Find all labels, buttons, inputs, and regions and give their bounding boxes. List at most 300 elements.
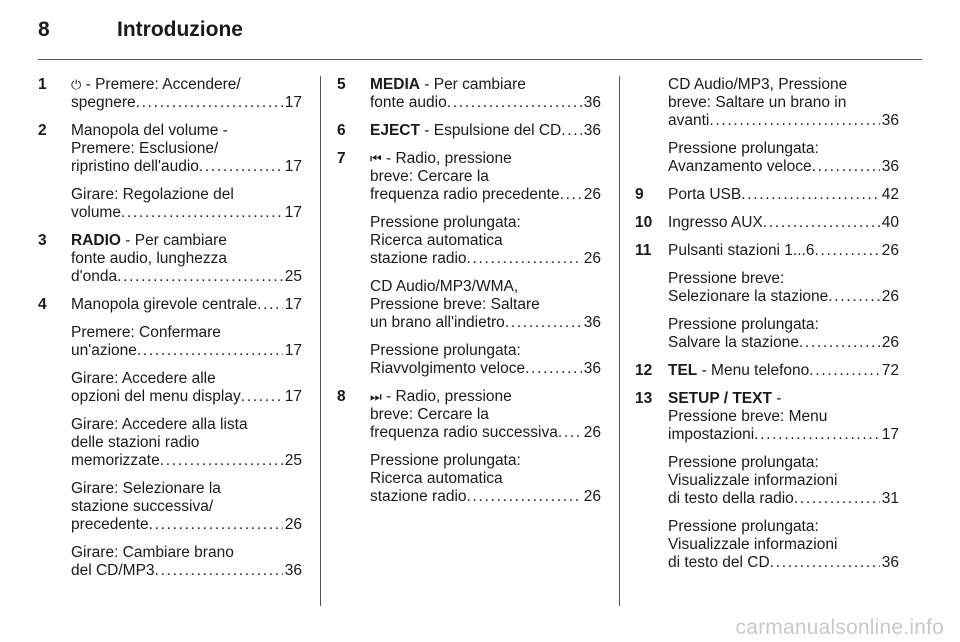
entry-line — [668, 316, 899, 334]
entry-line — [71, 250, 302, 268]
entry-text-content: delle stazioni radio — [71, 434, 200, 451]
entry-text-content: spegnere — [71, 94, 136, 111]
entry-text-content: Girare: Selezionare la — [71, 480, 221, 497]
entry-text-content: Pressione prolungata: — [668, 518, 819, 535]
page-reference: 17 — [881, 426, 899, 443]
page-reference: 36 — [881, 112, 899, 129]
entry-line — [370, 470, 601, 488]
entry-text — [668, 288, 828, 306]
entry-text-content: breve: Saltare un brano in — [668, 94, 847, 111]
entry-text — [370, 424, 558, 442]
page-reference: 26 — [583, 488, 601, 505]
entry-text-content: Ricerca automatica — [370, 232, 503, 249]
entry-line — [71, 370, 302, 388]
entry-paragraph — [71, 324, 302, 360]
dot-leader — [709, 112, 879, 130]
entry-line — [71, 140, 302, 158]
item-number: 2 — [38, 122, 47, 139]
page-reference: 36 — [583, 360, 601, 377]
dot-leader — [117, 268, 283, 286]
legend-entry — [38, 296, 302, 580]
entry-line — [71, 186, 302, 204]
entry-text-content: stazione radio — [370, 488, 467, 505]
column-divider-2 — [619, 76, 620, 606]
entry-line — [668, 362, 899, 380]
entry-body — [668, 390, 899, 572]
entry-text-content: breve: Cercare la — [370, 168, 489, 185]
entry-body — [668, 242, 899, 352]
page-reference: 26 — [881, 288, 899, 305]
dot-leader — [814, 242, 879, 260]
entry-text-content: Salvare la stazione — [668, 334, 799, 351]
entry-text-content: di testo della radio — [668, 490, 794, 507]
entry-text — [370, 186, 560, 204]
entry-text — [71, 516, 149, 534]
entry-line — [71, 498, 302, 516]
dot-leader — [136, 94, 283, 112]
dot-leader — [561, 122, 581, 140]
entry-line — [668, 490, 899, 508]
entry-text-content: opzioni del menu display — [71, 388, 241, 405]
dot-leader — [558, 424, 582, 442]
entry-line — [668, 140, 899, 158]
entry-text-content: - Per cambiare — [120, 232, 227, 249]
entry-body — [668, 214, 899, 232]
item-number: 1 — [38, 76, 47, 93]
dot-leader — [447, 94, 582, 112]
entry-text-content: Girare: Cambiare brano — [71, 544, 234, 561]
page-reference: 17 — [284, 342, 302, 359]
entry-paragraph — [71, 186, 302, 222]
entry-text-content: Manopola girevole centrale — [71, 296, 258, 313]
page-reference: 36 — [583, 314, 601, 331]
entry-paragraph — [668, 316, 899, 352]
entry-line — [370, 388, 601, 406]
page-reference: 36 — [881, 158, 899, 175]
entry-text — [370, 250, 467, 268]
entry-line — [668, 94, 899, 112]
entry-body — [668, 362, 899, 380]
entry-text-content: Manopola del volume - — [71, 122, 228, 139]
entry-line — [71, 158, 302, 176]
entry-text-content: Visualizzale informazioni — [668, 536, 838, 553]
entry-paragraph — [668, 140, 899, 176]
skip-forward-icon: ⏭ — [370, 389, 382, 404]
dot-leader — [467, 488, 582, 506]
entry-text-content: Pulsanti stazioni 1...6 — [668, 242, 815, 259]
entry-text — [71, 204, 121, 222]
entry-text-content: del CD/MP3 — [71, 562, 155, 579]
entry-text-content: impostazioni — [668, 426, 755, 443]
entry-text-content: frequenza radio precedente — [370, 186, 560, 203]
page-reference: 26 — [881, 242, 899, 259]
entry-text-content: Pressione prolungata: — [668, 140, 819, 157]
entry-line — [668, 242, 899, 260]
entry-text-content: memorizzate — [71, 452, 160, 469]
column-3 — [635, 76, 899, 582]
legend-entry — [337, 122, 601, 140]
entry-line — [668, 158, 899, 176]
entry-line — [370, 488, 601, 506]
entry-text-content: - Radio, pressione — [381, 150, 512, 167]
entry-text — [370, 122, 561, 140]
entry-line — [370, 250, 601, 268]
entry-line — [370, 168, 601, 186]
legend-entry — [337, 388, 601, 506]
page-reference: 36 — [583, 122, 601, 139]
entry-body — [370, 388, 601, 506]
entry-text-content: Ingresso AUX — [668, 214, 763, 231]
entry-body — [370, 150, 601, 378]
item-number: 11 — [635, 242, 652, 259]
item-number: 4 — [38, 296, 47, 313]
entry-text — [370, 488, 467, 506]
dot-leader — [754, 426, 880, 444]
entry-paragraph — [370, 452, 601, 506]
entry-line — [668, 472, 899, 490]
entry-paragraph — [370, 278, 601, 332]
page-reference: 17 — [284, 94, 302, 111]
entry-text-content: d'onda — [71, 268, 118, 285]
page-reference: 36 — [583, 94, 601, 111]
entry-text — [71, 388, 241, 406]
legend-entry — [337, 76, 601, 112]
entry-text-content: Selezionare la stazione — [668, 288, 829, 305]
entry-paragraph — [71, 76, 302, 112]
entry-paragraph — [370, 214, 601, 268]
item-number: 7 — [337, 150, 346, 167]
page-reference: 17 — [284, 204, 302, 221]
entry-text-content: Pressione breve: Menu — [668, 408, 828, 425]
watermark: carmanualsonline.info — [735, 616, 944, 639]
dot-leader — [505, 314, 582, 332]
entry-text — [370, 94, 447, 112]
entry-text-content: Premere: Esclusione/ — [71, 140, 219, 157]
entry-paragraph — [71, 122, 302, 176]
control-name: MEDIA — [370, 76, 420, 93]
dot-leader — [257, 296, 283, 314]
entry-paragraph — [668, 270, 899, 306]
entry-line — [71, 342, 302, 360]
page-reference: 17 — [284, 388, 302, 405]
entry-line — [370, 122, 601, 140]
page-reference: 25 — [284, 452, 302, 469]
control-name: TEL — [668, 362, 698, 379]
page-reference: 17 — [284, 158, 302, 175]
entry-line — [370, 150, 601, 168]
dot-leader — [560, 186, 582, 204]
page-number: 8 — [38, 18, 50, 41]
entry-line — [370, 232, 601, 250]
entry-line — [71, 388, 302, 406]
entry-text-content: - Espulsione del CD — [419, 122, 562, 139]
entry-line — [370, 424, 601, 442]
dot-leader — [160, 452, 283, 470]
dot-leader — [525, 360, 582, 378]
entry-line — [668, 536, 899, 554]
entry-text — [668, 490, 794, 508]
legend-entry — [635, 362, 899, 380]
entry-text-content: Pressione prolungata: — [668, 454, 819, 471]
entry-text — [71, 452, 160, 470]
entry-line — [370, 360, 601, 378]
entry-line — [370, 214, 601, 232]
entry-paragraph — [71, 480, 302, 534]
item-number: 10 — [635, 214, 653, 231]
entry-text — [71, 296, 257, 314]
entry-text — [71, 342, 137, 360]
entry-body — [71, 232, 302, 286]
entry-line — [668, 288, 899, 306]
entry-text-content: precedente — [71, 516, 149, 533]
legend-entry — [635, 242, 899, 352]
entry-text-content: Pressione prolungata: — [370, 342, 521, 359]
control-name: EJECT — [370, 122, 420, 139]
page-reference: 31 — [881, 490, 899, 507]
dot-leader — [809, 362, 879, 380]
entry-line — [668, 334, 899, 352]
dot-leader — [828, 288, 879, 306]
entry-line — [71, 480, 302, 498]
control-name: SETUP / TEXT — [668, 390, 772, 407]
entry-text-content: Riavvolgimento veloce — [370, 360, 526, 377]
entry-text-content: di testo del CD — [668, 554, 770, 571]
entry-text-content: Girare: Accedere alla lista — [71, 416, 248, 433]
entry-text — [668, 186, 741, 204]
entry-text-content: Girare: Accedere alle — [71, 370, 216, 387]
entry-line — [668, 454, 899, 472]
entry-text — [668, 242, 814, 260]
entry-line — [668, 426, 899, 444]
entry-paragraph — [668, 454, 899, 508]
entry-line — [71, 544, 302, 562]
entry-line — [71, 268, 302, 286]
entry-text-content: breve: Cercare la — [370, 406, 489, 423]
entry-text — [668, 426, 754, 444]
dot-leader — [137, 342, 283, 360]
entry-text-content: un'azione — [71, 342, 137, 359]
column-2 — [337, 76, 601, 516]
entry-text-content: frequenza radio successiva — [370, 424, 558, 441]
page-reference: 26 — [583, 424, 601, 441]
entry-text-content: Pressione breve: Saltare — [370, 296, 540, 313]
entry-paragraph — [71, 232, 302, 286]
entry-body — [370, 122, 601, 140]
entry-line — [71, 562, 302, 580]
legend-entry — [635, 186, 899, 204]
entry-text-content: avanti — [668, 112, 710, 129]
item-number: 9 — [635, 186, 644, 203]
entry-paragraph — [370, 150, 601, 204]
dot-leader — [770, 554, 880, 572]
item-number: 3 — [38, 232, 47, 249]
dot-leader — [121, 204, 283, 222]
legend-entry — [38, 122, 302, 222]
entry-text-content: volume — [71, 204, 121, 221]
entry-line — [668, 186, 899, 204]
entry-body — [71, 122, 302, 222]
entry-text-content: ripristino dell'audio — [71, 158, 199, 175]
legend-entry — [337, 150, 601, 378]
page-reference: 40 — [881, 214, 899, 231]
page-reference: 26 — [284, 516, 302, 533]
page-reference: 36 — [881, 554, 899, 571]
page-title: Introduzione — [117, 18, 243, 41]
entry-line — [71, 296, 302, 314]
entry-paragraph — [71, 416, 302, 470]
legend-entry — [38, 232, 302, 286]
entry-text — [668, 214, 763, 232]
entry-paragraph — [668, 242, 899, 260]
entry-text-content: - Per cambiare — [419, 76, 526, 93]
page-reference: 42 — [881, 186, 899, 203]
dot-leader — [155, 562, 283, 580]
entry-line — [668, 390, 899, 408]
entry-text — [71, 268, 117, 286]
entry-body — [71, 76, 302, 112]
entry-text-content: - Premere: Accendere/ — [81, 76, 241, 93]
entry-text-content: - Radio, pressione — [381, 388, 512, 405]
entry-text-content: Premere: Confermare — [71, 324, 221, 341]
entry-text — [668, 554, 770, 572]
entry-text-content: Visualizzale informazioni — [668, 472, 838, 489]
entry-line — [71, 416, 302, 434]
entry-text-content: Pressione breve: — [668, 270, 785, 287]
entry-paragraph — [668, 214, 899, 232]
entry-body — [668, 186, 899, 204]
column-divider-1 — [320, 76, 321, 606]
entry-line — [668, 214, 899, 232]
entry-text-content: - — [771, 390, 782, 407]
dot-leader — [812, 158, 880, 176]
entry-line — [668, 112, 899, 130]
entry-line — [71, 76, 302, 94]
entry-paragraph — [668, 518, 899, 572]
entry-paragraph — [370, 388, 601, 442]
entry-text — [71, 94, 136, 112]
entry-body — [370, 76, 601, 112]
entry-text-content: stazione successiva/ — [71, 498, 214, 515]
entry-line — [370, 406, 601, 424]
entry-text — [71, 562, 155, 580]
entry-line — [668, 554, 899, 572]
entry-line — [71, 204, 302, 222]
entry-text — [668, 112, 709, 130]
entry-text-content: Pressione prolungata: — [370, 452, 521, 469]
dot-leader — [799, 334, 880, 352]
entry-text — [668, 334, 799, 352]
entry-line — [370, 296, 601, 314]
entry-text-content: fonte audio — [370, 94, 447, 111]
entry-line — [71, 122, 302, 140]
entry-line — [668, 518, 899, 536]
legend-entry — [635, 390, 899, 572]
page-reference: 36 — [284, 562, 302, 579]
entry-line — [370, 342, 601, 360]
entry-text — [668, 158, 812, 176]
skip-back-icon: ⏮ — [370, 151, 382, 166]
entry-text-content: Girare: Regolazione del — [71, 186, 234, 203]
entry-paragraph — [370, 342, 601, 378]
dot-leader — [199, 158, 283, 176]
entry-line — [370, 186, 601, 204]
dot-leader — [794, 490, 880, 508]
entry-line — [668, 270, 899, 288]
entry-paragraph — [668, 186, 899, 204]
entry-line — [370, 452, 601, 470]
entry-text-content: stazione radio — [370, 250, 467, 267]
entry-line — [370, 94, 601, 112]
entry-paragraph — [668, 76, 899, 130]
entry-paragraph — [668, 390, 899, 444]
entry-line — [370, 278, 601, 296]
entry-line — [370, 314, 601, 332]
page-reference: 17 — [284, 296, 302, 313]
entry-text-content: CD Audio/MP3, Pressione — [668, 76, 848, 93]
page-reference: 26 — [881, 334, 899, 351]
entry-paragraph — [668, 362, 899, 380]
legend-entry — [635, 76, 899, 176]
entry-line — [668, 408, 899, 426]
entry-paragraph — [370, 122, 601, 140]
entry-text — [370, 360, 525, 378]
entry-text — [71, 158, 199, 176]
dot-leader — [467, 250, 582, 268]
item-number: 12 — [635, 362, 653, 379]
power-icon: ⏻ — [71, 77, 82, 92]
entry-line — [71, 434, 302, 452]
entry-paragraph — [71, 544, 302, 580]
entry-text — [370, 314, 505, 332]
entry-paragraph — [71, 370, 302, 406]
page-reference: 26 — [583, 250, 601, 267]
entry-text-content: fonte audio, lunghezza — [71, 250, 227, 267]
entry-paragraph — [370, 76, 601, 112]
dot-leader — [241, 388, 283, 406]
entry-line — [71, 94, 302, 112]
item-number: 5 — [337, 76, 346, 93]
entry-text-content: Avanzamento veloce — [668, 158, 812, 175]
entry-line — [370, 76, 601, 94]
column-1 — [38, 76, 302, 590]
page-reference: 72 — [881, 362, 899, 379]
entry-text-content: Pressione prolungata: — [370, 214, 521, 231]
control-name: RADIO — [71, 232, 121, 249]
entry-line — [71, 516, 302, 534]
entry-text-content: Pressione prolungata: — [668, 316, 819, 333]
entry-text-content: Ricerca automatica — [370, 470, 503, 487]
entry-text-content: un brano all'indietro — [370, 314, 505, 331]
dot-leader — [741, 186, 880, 204]
entry-text — [668, 362, 809, 380]
legend-entry — [635, 214, 899, 232]
entry-line — [668, 76, 899, 94]
entry-line — [71, 232, 302, 250]
entry-body — [668, 76, 899, 176]
entry-line — [71, 324, 302, 342]
header-rule — [38, 59, 922, 60]
entry-text-content: CD Audio/MP3/WMA, — [370, 278, 519, 295]
legend-entry — [38, 76, 302, 112]
page-reference: 25 — [284, 268, 302, 285]
item-number: 13 — [635, 390, 653, 407]
page-reference: 26 — [583, 186, 601, 203]
entry-line — [71, 452, 302, 470]
dot-leader — [149, 516, 283, 534]
entry-paragraph — [71, 296, 302, 314]
entry-text-content: - Menu telefono — [697, 362, 810, 379]
entry-text-content: Porta USB — [668, 186, 742, 203]
